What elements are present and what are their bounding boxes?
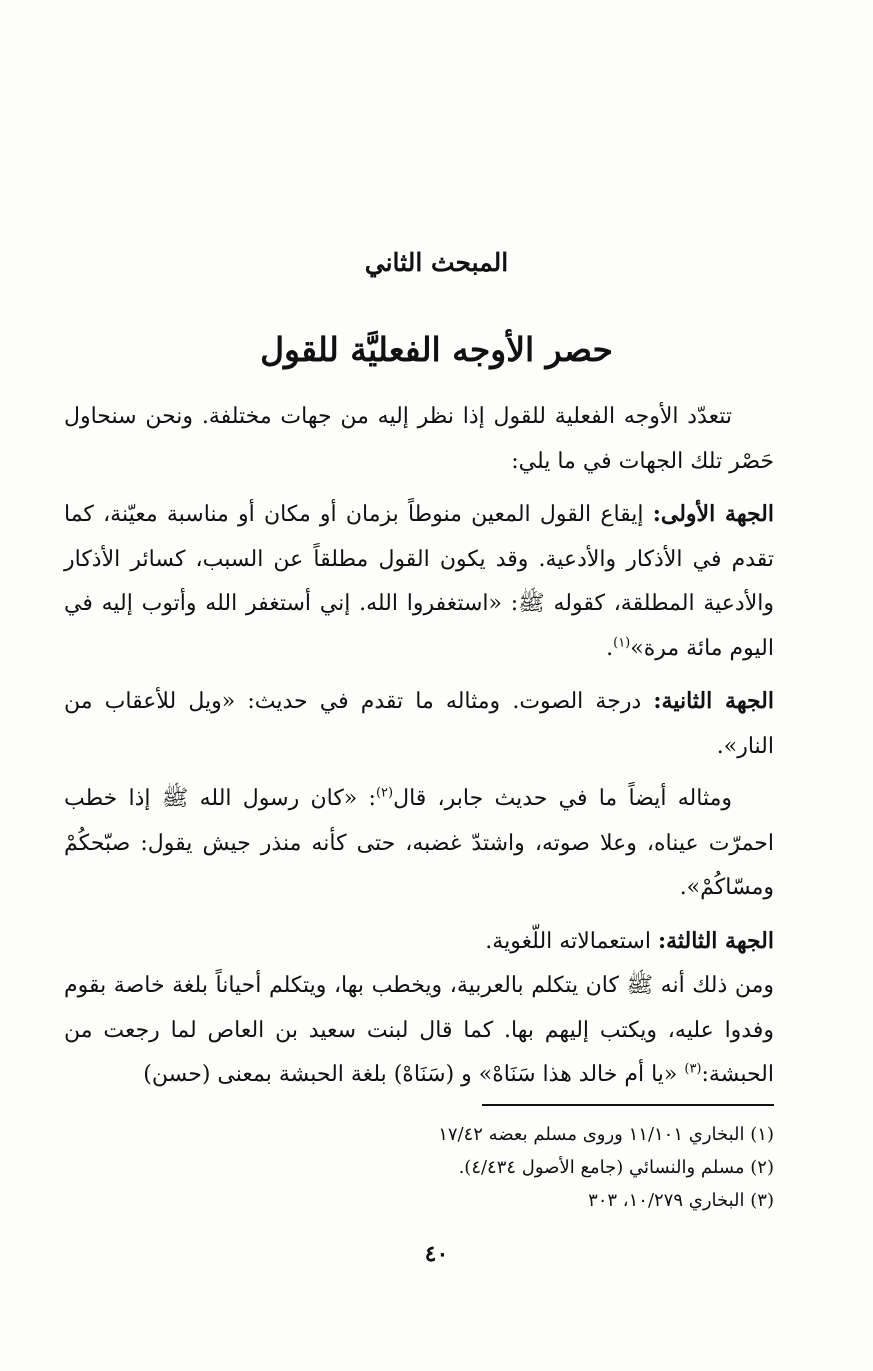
aspect-1-heading: الجهة الأولى: [652, 501, 775, 527]
aspect-3-paragraph [64, 919, 774, 965]
footnote-ref-2: (٢) [375, 785, 394, 801]
aspect-1-end: . [606, 635, 614, 661]
example-text: ومثاله أيضاً ما في حديث جابر، قال [393, 786, 733, 811]
footnote-divider [482, 1104, 774, 1106]
intro-paragraph: تتعدّد الأوجه الفعلية للقول إذا نظر إليه من جهات مختلفة. ونحن سنحاول حَصْر تلك الجهات في ما يلي: [64, 404, 774, 474]
usage-paragraph [64, 964, 774, 1098]
footnote-1: (١) البخاري ١١/١٠١ وروى مسلم بعضه ١٧/٤٢ [438, 1124, 774, 1145]
example-quote: : «كان رسول الله ﷺ إذا خطب احمرّت عيناه، وعلا صوته، واشتدّ غضبه، حتى كأنه منذر جيش يقول: صبّحكُمْ ومسّاكُمْ». [64, 786, 774, 900]
section-label: المبحث الثاني [364, 248, 509, 277]
aspect-3-heading: الجهة الثالثة: [657, 927, 774, 954]
body-text [64, 395, 774, 1106]
usage-text: ومن ذلك أنه ﷺ كان يتكلم بالعربية، ويخطب بها، ويتكلم أحياناً بلغة خاصة بقوم وفدوا عليه، ويكتب إليهم بها. كما قال لبنت سعيد بن العاص لما رجعت من الحبشة: [64, 973, 774, 1087]
aspect-2-text: درجة الصوت. ومثاله ما تقدم في حديث: «ويل للأعقاب من النار». [64, 689, 774, 759]
footnote-3: (٣) البخاري ١٠/٢٧٩، ٣٠٣ [588, 1190, 774, 1211]
footnote-ref-1: (١) [613, 635, 631, 651]
example-paragraph [64, 777, 774, 911]
usage-quote: «يا أم خالد هذا سَنَاهْ» و (سَنَاهْ) بلغة الحبشة بمعنى (حسن) [143, 1062, 685, 1087]
aspect-2-paragraph [64, 679, 774, 769]
page-number: ٤٠ [424, 1241, 449, 1267]
chapter-title: حصر الأوجه الفعليَّة للقول [260, 330, 613, 369]
aspect-3-text: استعمالاته اللّغوية. [485, 928, 651, 954]
aspect-2-heading: الجهة الثانية: [653, 688, 775, 714]
footnote-2: (٢) مسلم والنسائي (جامع الأصول ٤/٤٣٤). [458, 1157, 774, 1178]
footnotes [200, 1118, 774, 1217]
aspect-1-text: إيقاع القول المعين منوطاً بزمان أو مكان أو مناسبة معيّنة، كما تقدم في الأذكار والأدعية. وقد يكون القول مطلقاً عن السبب، كسائر الأذكار والأدعية المطلقة، كقوله ﷺ: «استغفروا الله. إني أستغفر الله وأتوب إليه في اليوم مائة مرة» [64, 502, 774, 661]
aspect-1-paragraph [64, 492, 774, 671]
footnote-ref-3: (٣) [684, 1061, 702, 1077]
